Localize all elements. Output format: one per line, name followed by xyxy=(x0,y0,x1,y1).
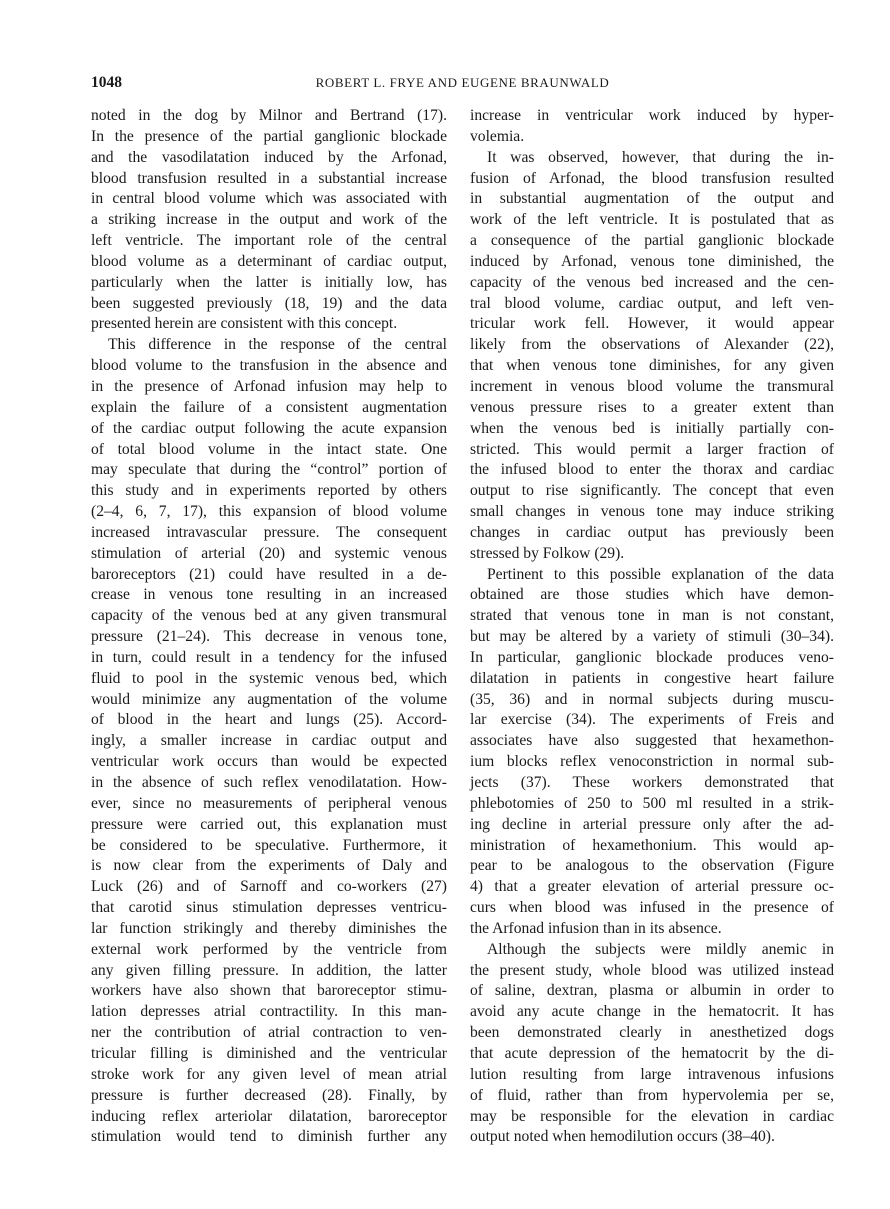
text-line: obtained are those studies which have demon- xyxy=(470,586,834,604)
text-line: It was observed, however, that during the in- xyxy=(487,148,834,166)
text-line: ium blocks reflex venoconstriction in normal sub- xyxy=(470,753,834,771)
text-line: associates have also suggested that hexamethon- xyxy=(470,732,834,750)
text-line: external work performed by the ventricle from xyxy=(91,940,447,958)
running-head-authors: ROBERT L. FRYE AND EUGENE BRAUNWALD xyxy=(315,75,610,90)
text-line: output noted when hemodilution occurs (38–40). xyxy=(470,1128,775,1146)
text-line: (2–4, 6, 7, 17), this expansion of blood volume xyxy=(91,503,447,521)
text-line: lation depresses atrial contractility. In this man- xyxy=(91,1003,447,1021)
text-line: avoid any acute change in the hematocrit. It has xyxy=(470,1003,834,1021)
text-line: this study and in experiments reported by others xyxy=(91,482,447,500)
text-line: Pertinent to this possible explanation of the data xyxy=(487,565,834,583)
text-column-right xyxy=(470,106,834,1148)
text-line: stricted. This would permit a larger fraction of xyxy=(470,440,834,458)
text-line: lution resulting from large intravenous infusions xyxy=(470,1065,834,1083)
text-line: that when venous tone diminishes, for any given xyxy=(470,357,834,375)
text-line: fluid to pool in the systemic venous bed, which xyxy=(91,669,447,687)
paragraph xyxy=(91,335,447,1148)
text-line: blood transfusion resulted in a substantial increase xyxy=(91,169,447,187)
text-line: presented herein are consistent with this concept. xyxy=(91,315,398,333)
text-line: of fluid, rather than from hypervolemia per se, xyxy=(470,1086,834,1104)
text-line: workers have also shown that baroreceptor stimu- xyxy=(91,982,447,1000)
text-line: explain the failure of a consistent augmentation xyxy=(91,398,447,416)
text-line: output to rise significantly. The concept that even xyxy=(470,482,834,500)
text-line: baroreceptors (21) could have resulted in a de- xyxy=(91,565,447,583)
text-line: lar function strikingly and thereby diminishes the xyxy=(91,919,447,937)
text-line: stressed by Folkow (29). xyxy=(470,544,625,562)
text-line: blood volume as a determinant of cardiac output, xyxy=(91,252,447,270)
text-line: increment in venous blood volume the transmural xyxy=(470,377,834,395)
text-line: in turn, could result in a tendency for the infused xyxy=(91,648,447,666)
text-line: lar exercise (34). The experiments of Freis and xyxy=(470,711,834,729)
text-line: noted in the dog by Milnor and Bertrand (17). xyxy=(91,107,447,124)
text-line: that carotid sinus stimulation depresses ventricu- xyxy=(91,899,447,917)
text-line: particularly when the latter is initially low, has xyxy=(91,273,447,291)
paragraph xyxy=(470,148,834,565)
text-line: a striking increase in the output and work of the xyxy=(91,211,447,229)
text-line: 4) that a greater elevation of arterial pressure oc- xyxy=(470,878,834,896)
text-line: In the presence of the partial ganglionic blockade xyxy=(91,127,447,145)
text-line: would minimize any augmentation of the volume xyxy=(91,690,447,708)
text-line: dilatation in patients in congestive heart failure xyxy=(470,669,834,687)
paragraph xyxy=(470,940,834,1148)
text-line: small changes in venous tone may induce striking xyxy=(470,503,834,521)
text-line: venous pressure rises to a greater extent than xyxy=(470,398,834,416)
paragraph xyxy=(470,106,834,148)
text-line: any given filling pressure. In addition, the latter xyxy=(91,961,447,979)
text-line: Although the subjects were mildly anemic in xyxy=(487,940,834,958)
text-line: induced by Arfonad, venous tone diminished, the xyxy=(470,252,834,270)
text-line: left ventricle. The important role of the central xyxy=(91,232,447,250)
text-line: tricular filling is diminished and the ventricular xyxy=(91,1044,447,1062)
text-line: pressure (21–24). This decrease in venous tone, xyxy=(91,628,447,646)
text-line: ministration of hexamethonium. This would ap- xyxy=(470,836,834,854)
text-line: stimulation would tend to diminish further any xyxy=(91,1128,447,1146)
text-line: ner the contribution of atrial contraction to ven- xyxy=(91,1024,447,1042)
text-line: This difference in the response of the central xyxy=(108,336,447,354)
text-line: capacity of the venous bed increased and the cen- xyxy=(470,273,834,291)
text-line: phlebotomies of 250 to 500 ml resulted in a strik- xyxy=(470,794,834,812)
text-line: crease in venous tone resulting in an increased xyxy=(91,586,447,604)
page-number: 1048 xyxy=(91,74,122,91)
text-line: ever, since no measurements of peripheral venous xyxy=(91,794,447,812)
text-line: and the vasodilatation induced by the Arfonad, xyxy=(91,148,447,166)
text-line: (35, 36) and in normal subjects during muscu- xyxy=(470,690,834,708)
text-line: of saline, dextran, plasma or albumin in order to xyxy=(470,982,834,1000)
text-line: pressure were carried out, this explanation must xyxy=(91,815,447,833)
text-line: volemia. xyxy=(470,127,525,145)
text-line: jects (37). These workers demonstrated that xyxy=(470,774,834,791)
text-line: of blood in the heart and lungs (25). Accord- xyxy=(91,711,447,729)
text-line: the Arfonad infusion than in its absence. xyxy=(470,919,722,937)
text-line: inducing reflex arteriolar dilatation, baroreceptor xyxy=(91,1107,447,1125)
text-line: may speculate that during the “control” portion of xyxy=(91,461,447,479)
text-line: capacity of the venous bed at any given transmural xyxy=(91,607,447,625)
text-line: but may be altered by a variety of stimuli (30–34). xyxy=(470,628,834,646)
page-header xyxy=(91,74,834,96)
text-line: changes in cardiac output has previously been xyxy=(470,523,834,541)
text-line: increase in ventricular work induced by hyper- xyxy=(470,107,834,124)
text-line: strated that venous tone in man is not constant, xyxy=(470,607,834,625)
text-line: stimulation of arterial (20) and systemic venous xyxy=(91,544,447,562)
text-line: likely from the observations of Alexander (22), xyxy=(470,336,834,354)
text-line: ventricular work occurs than would be expected xyxy=(91,753,447,771)
text-line: the present study, whole blood was utilized instead xyxy=(470,961,834,979)
text-line: in central blood volume which was associated with xyxy=(91,190,447,208)
text-line: ingly, a smaller increase in cardiac output and xyxy=(91,732,447,750)
text-line: work of the left ventricle. It is postulated that as xyxy=(470,211,834,229)
text-line: stroke work for any given level of mean atrial xyxy=(91,1065,447,1083)
text-line: pear to be analogous to the observation (Figure xyxy=(470,857,834,875)
text-line: in substantial augmentation of the output and xyxy=(470,190,834,208)
paragraph xyxy=(470,565,834,940)
text-line: of total blood volume in the intact state. One xyxy=(91,440,447,458)
text-line: in the absence of such reflex venodilatation. How- xyxy=(91,774,447,791)
text-line: increased intravascular pressure. The consequent xyxy=(91,523,447,541)
text-line: Luck (26) and of Sarnoff and co-workers (27) xyxy=(91,878,447,896)
text-line: fusion of Arfonad, the blood transfusion resulted xyxy=(470,169,834,187)
paragraph xyxy=(91,106,447,335)
text-line: may be responsible for the elevation in cardiac xyxy=(470,1107,834,1125)
text-line: blood volume to the transfusion in the absence and xyxy=(91,357,447,375)
text-line: of the cardiac output following the acute expansion xyxy=(91,419,447,437)
text-line: ing decline in arterial pressure only after the ad- xyxy=(470,815,834,833)
text-line: that acute depression of the hematocrit by the di- xyxy=(470,1044,834,1062)
text-line: been demonstrated clearly in anesthetized dogs xyxy=(470,1024,834,1042)
text-line: tricular work fell. However, it would appear xyxy=(470,315,834,333)
text-line: In particular, ganglionic blockade produces veno- xyxy=(470,648,834,666)
text-line: tral blood volume, cardiac output, and left ven- xyxy=(470,294,834,312)
text-line: in the presence of Arfonad infusion may help to xyxy=(91,377,447,395)
text-line: been suggested previously (18, 19) and the data xyxy=(91,294,447,312)
text-line: is now clear from the experiments of Daly and xyxy=(91,857,447,875)
text-line: a consequence of the partial ganglionic blockade xyxy=(470,232,834,250)
text-line: the infused blood to enter the thorax and cardiac xyxy=(470,461,834,479)
text-line: curs when blood was infused in the presence of xyxy=(470,899,834,917)
text-line: be considered to be speculative. Furthermore, it xyxy=(91,836,447,854)
text-column-left xyxy=(91,106,447,1148)
text-line: pressure is further decreased (28). Finally, by xyxy=(91,1086,447,1104)
text-line: when the venous bed is initially partially con- xyxy=(470,419,834,437)
